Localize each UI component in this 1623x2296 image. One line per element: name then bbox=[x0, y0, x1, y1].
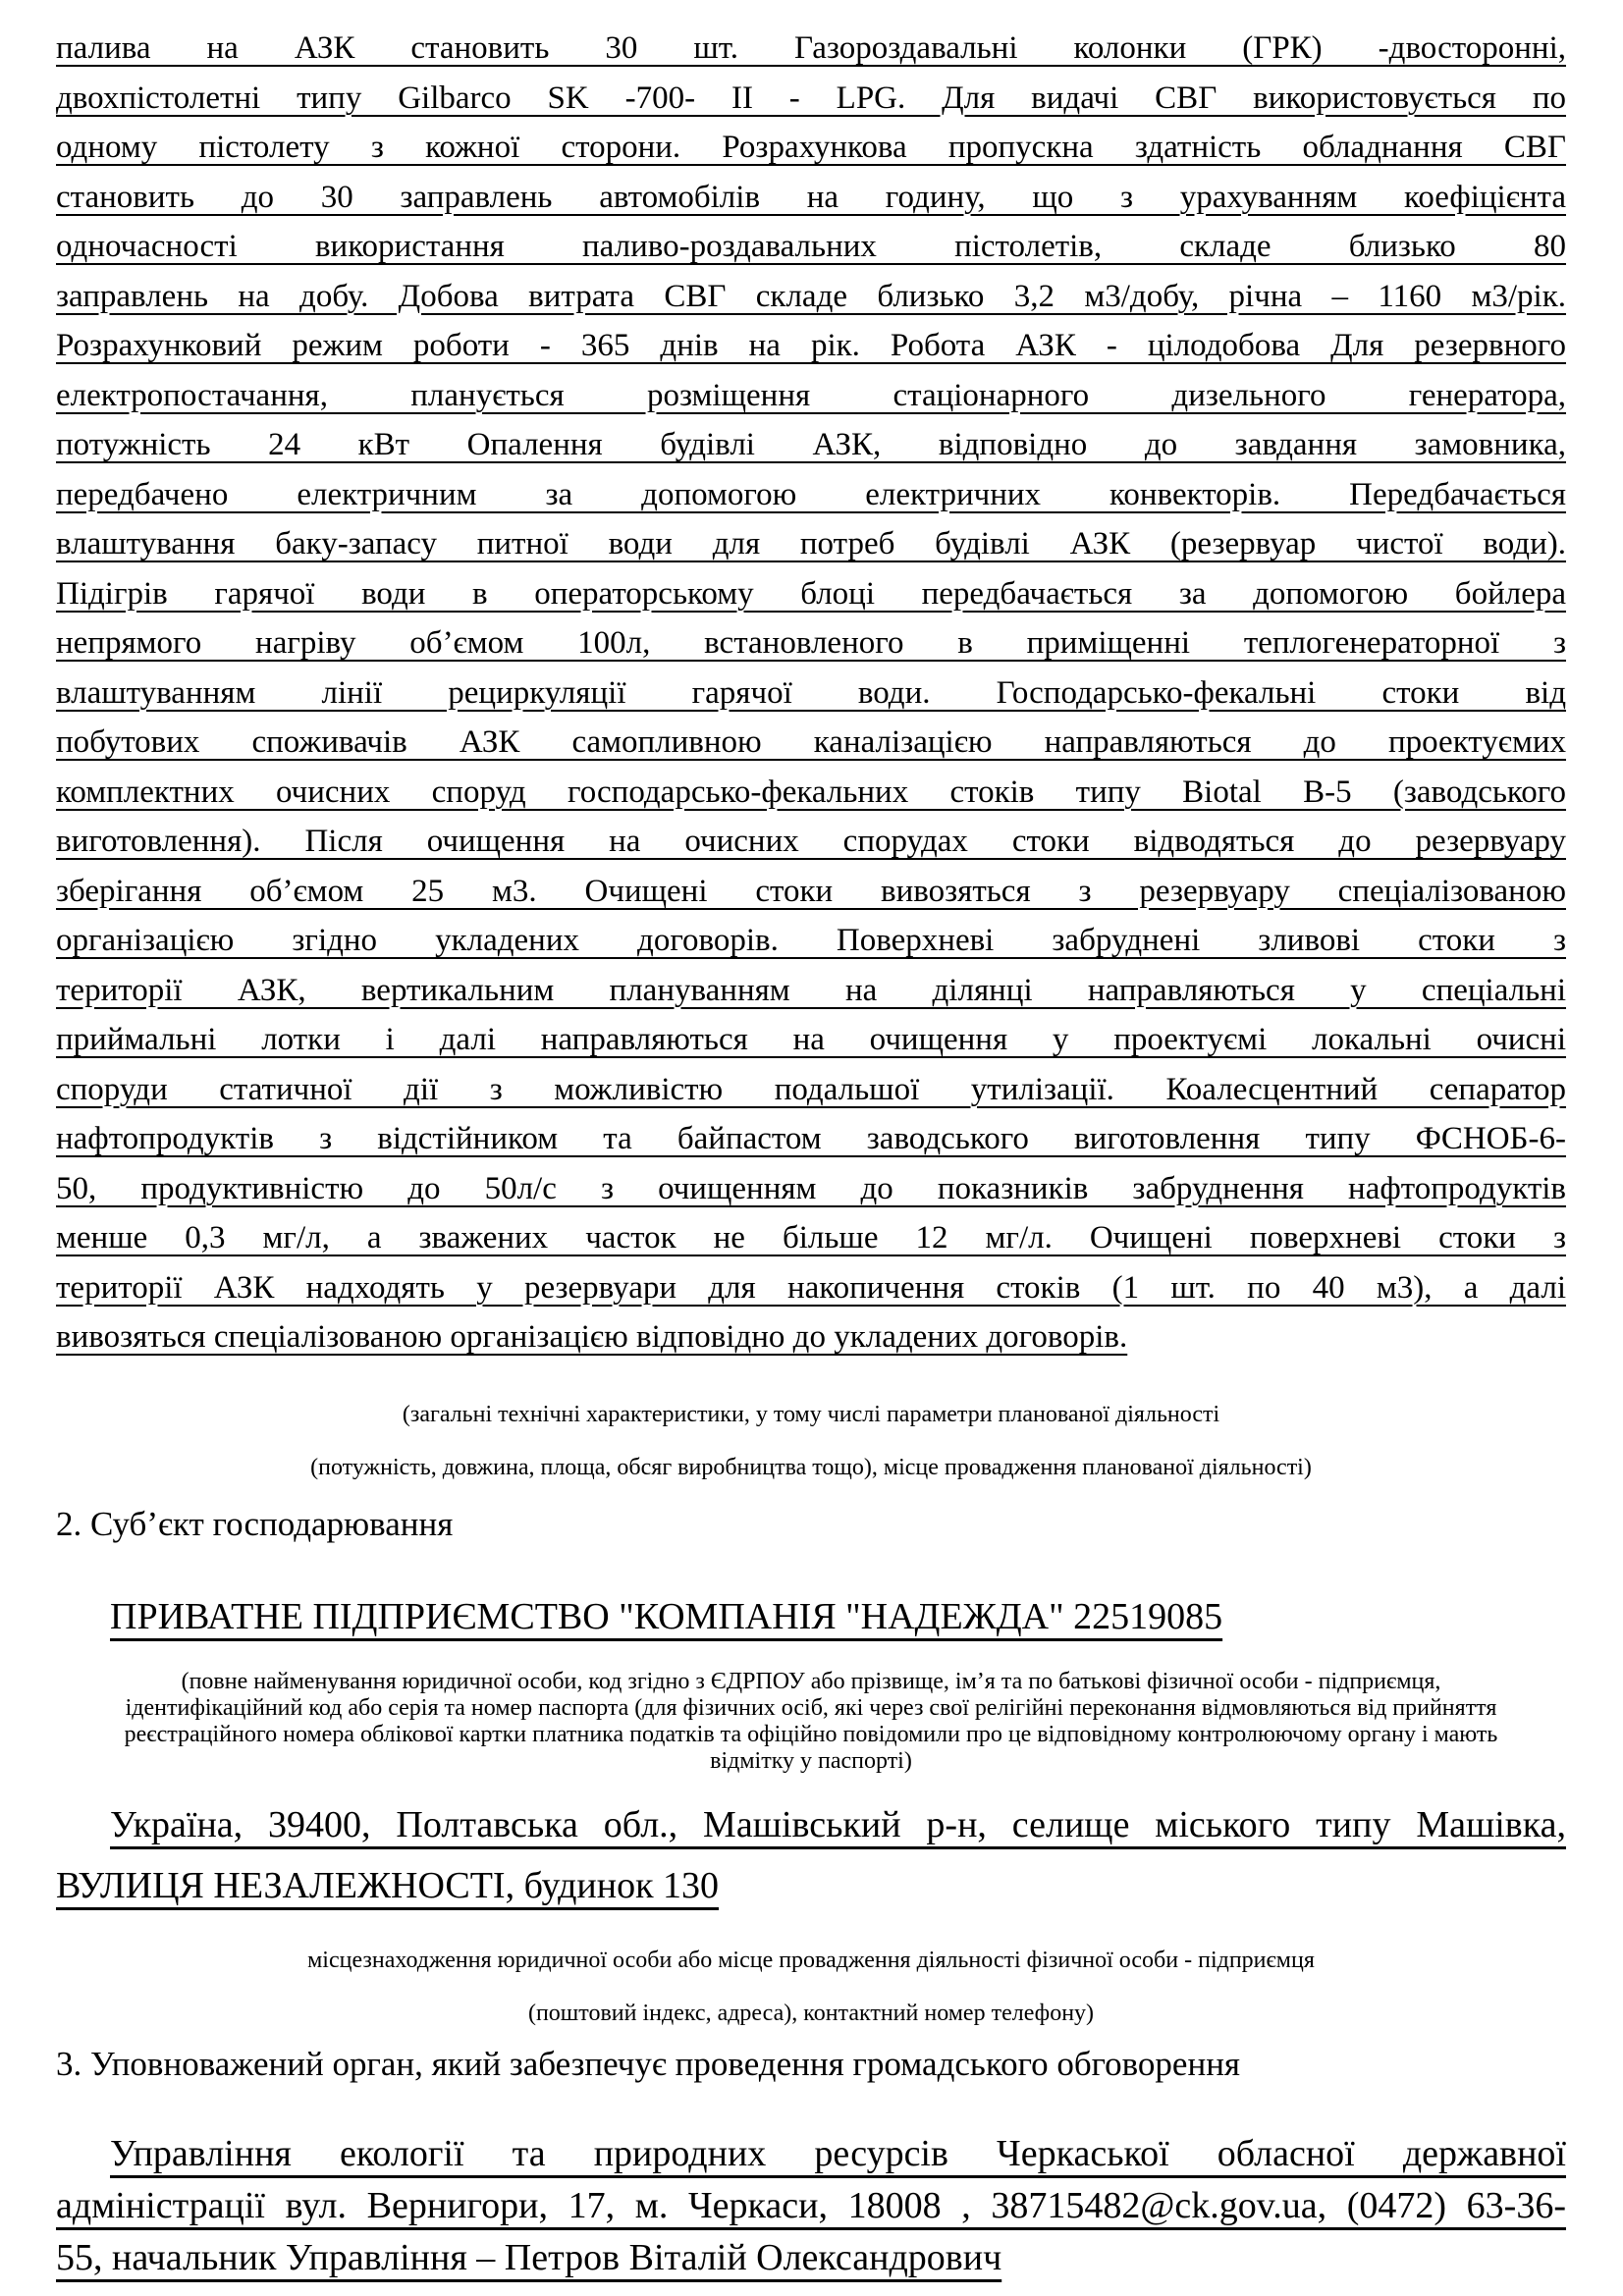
text-line: споруди статичної дії з можливістю подальшої утилізації. Коалесцентний сепаратор bbox=[56, 1071, 1566, 1107]
text-line: нафтопродуктів з відстійником та байпастом заводського виготовлення типу ФСНОБ-6- bbox=[56, 1121, 1566, 1156]
text-line: Україна, 39400, Полтавська обл., Машівський р-н, селище міського типу Машівка, bbox=[110, 1803, 1566, 1845]
section-2-heading: 2. Суб’єкт господарювання bbox=[56, 1504, 454, 1543]
text-line: побутових споживачів АЗК самопливною каналізацією направляються до проектуємих bbox=[56, 724, 1566, 760]
text-line: непрямого нагріву об’ємом 100л, встановленого в приміщенні теплогенераторної з bbox=[56, 625, 1566, 661]
text-line: вивозяться спеціалізованою організацією відповідно до укладених договорів. bbox=[56, 1319, 1128, 1355]
text-line: адміністрації вул. Вернигори, 17, м. Черкаси, 18008 , 38715482@ck.gov.ua, (0472) 63-36- bbox=[56, 2184, 1566, 2226]
text-line: території АЗК, вертикальним плануванням на ділянці направляються у спеціальні bbox=[56, 972, 1566, 1008]
text-line: електропостачання, планується розміщення стаціонарного дизельного генератора, bbox=[56, 377, 1566, 413]
text-line: влаштуванням лінії рециркуляції гарячої води. Господарсько-фекальні стоки від bbox=[56, 674, 1566, 711]
text-line: зберігання об’ємом 25 м3. Очищені стоки вивозяться з резервуару спеціалізованою bbox=[56, 873, 1566, 909]
section-3-heading: 3. Уповноважений орган, який забезпечує проведення громадського обговорення bbox=[56, 2044, 1241, 2083]
text-line: 55, начальник Управління – Петров Віталій Олександрович bbox=[56, 2236, 1002, 2278]
text-line: (повне найменування юридичної особи, код згідно з ЄДРПОУ або прізвище, ім’я та по батькові фізичної особи - підприємця, bbox=[181, 1668, 1441, 1694]
text-line: виготовлення). Після очищення на очисних спорудах стоки відводяться до резервуару bbox=[56, 824, 1566, 859]
text-line: Підігрів гарячої води в операторському блоці передбачається за допомогою бойлера bbox=[56, 575, 1566, 612]
text-line: Управління екології та природних ресурсів Черкаської обласної державної bbox=[110, 2132, 1566, 2174]
company-name-field: ПРИВАТНЕ ПІДПРИЄМСТВО "КОМПАНІЯ "НАДЕЖДА" 22519085 bbox=[110, 1595, 1223, 1637]
text-line: влаштування баку-запасу питної води для потреб будівлі АЗК (резервуар чистої води). bbox=[56, 526, 1566, 561]
authority-details-field bbox=[56, 2128, 1566, 2284]
company-address-field bbox=[56, 1794, 1566, 1916]
text-line: організацією згідно укладених договорів. Поверхневі забруднені зливові стоки з bbox=[56, 923, 1566, 958]
text-line: палива на АЗК становить 30 шт. Газороздавальні колонки (ГРК) -двосторонні, bbox=[56, 30, 1566, 66]
text-line: Розрахунковий режим роботи - 365 днів на рік. Робота АЗК - цілодобова Для резервного bbox=[56, 328, 1566, 363]
text-line: комплектних очисних споруд господарсько-фекальних стоків типу Biotal B-5 (заводського bbox=[56, 774, 1566, 810]
text-line: одночасності використання паливо-роздавальних пістолетів, складе близько 80 bbox=[56, 229, 1566, 264]
text-line: приймальні лотки і далі направляються на очищення у проектуємі локальні очисні bbox=[56, 1022, 1566, 1057]
caption-postal-contact: (поштовий індекс, адреса), контактний номер телефону) bbox=[527, 2000, 1095, 2026]
caption-capacity-location: (потужність, довжина, площа, обсяг виробництва тощо), місце провадження планованої діяльності) bbox=[310, 1454, 1312, 1480]
text-line: ВУЛИЦЯ НЕЗАЛЕЖНОСТІ, будинок 130 bbox=[56, 1864, 720, 1906]
text-line: менше 0,3 мг/л, а зважених часток не більше 12 мг/л. Очищені поверхневі стоки з bbox=[56, 1220, 1566, 1255]
text-line: заправлень на добу. Добова витрата СВГ складе близько 3,2 м3/добу, річна – 1160 м3/рік. bbox=[56, 278, 1566, 314]
body-text-continuation bbox=[56, 24, 1566, 1362]
text-line: реєстраційного номера облікової картки платника податків та офіційно повідомили про це відповідному контролюючому органу і мають bbox=[124, 1721, 1498, 1747]
text-line: становить до 30 заправлень автомобілів на годину, що з урахуванням коефіцієнта bbox=[56, 179, 1566, 215]
text-line: території АЗК надходять у резервуари для накопичення стоків (1 шт. по 40 м3), а далі bbox=[56, 1269, 1566, 1306]
caption-technical-characteristics: (загальні технічні характеристики, у тому числі параметри планованої діяльності bbox=[402, 1401, 1220, 1427]
text-line: потужність 24 кВт Опалення будівлі АЗК, відповідно до завдання замовника, bbox=[56, 427, 1566, 462]
text-line: 50, продуктивністю до 50л/с з очищенням до показників забруднення нафтопродуктів bbox=[56, 1170, 1566, 1206]
caption-company-location: місцезнаходження юридичної особи або місце провадження діяльності фізичної особи - підприємця bbox=[307, 1947, 1315, 1973]
caption-company-full-name bbox=[56, 1669, 1566, 1775]
text-line: одному пістолету з кожної сторони. Розрахункова пропускна здатність обладнання СВГ bbox=[56, 130, 1566, 165]
text-line: відмітку у паспорті) bbox=[710, 1747, 912, 1774]
text-line: двохпістолетні типу Gilbarco SK -700- II - LPG. Для видачі СВГ використовується по bbox=[56, 80, 1566, 116]
text-line: ідентифікаційний код або серія та номер паспорта (для фізичних осіб, які через свої релігійні переконання відмовляються від прийняття bbox=[125, 1694, 1497, 1721]
text-line: передбачено електричним за допомогою електричних конвекторів. Передбачається bbox=[56, 476, 1566, 512]
